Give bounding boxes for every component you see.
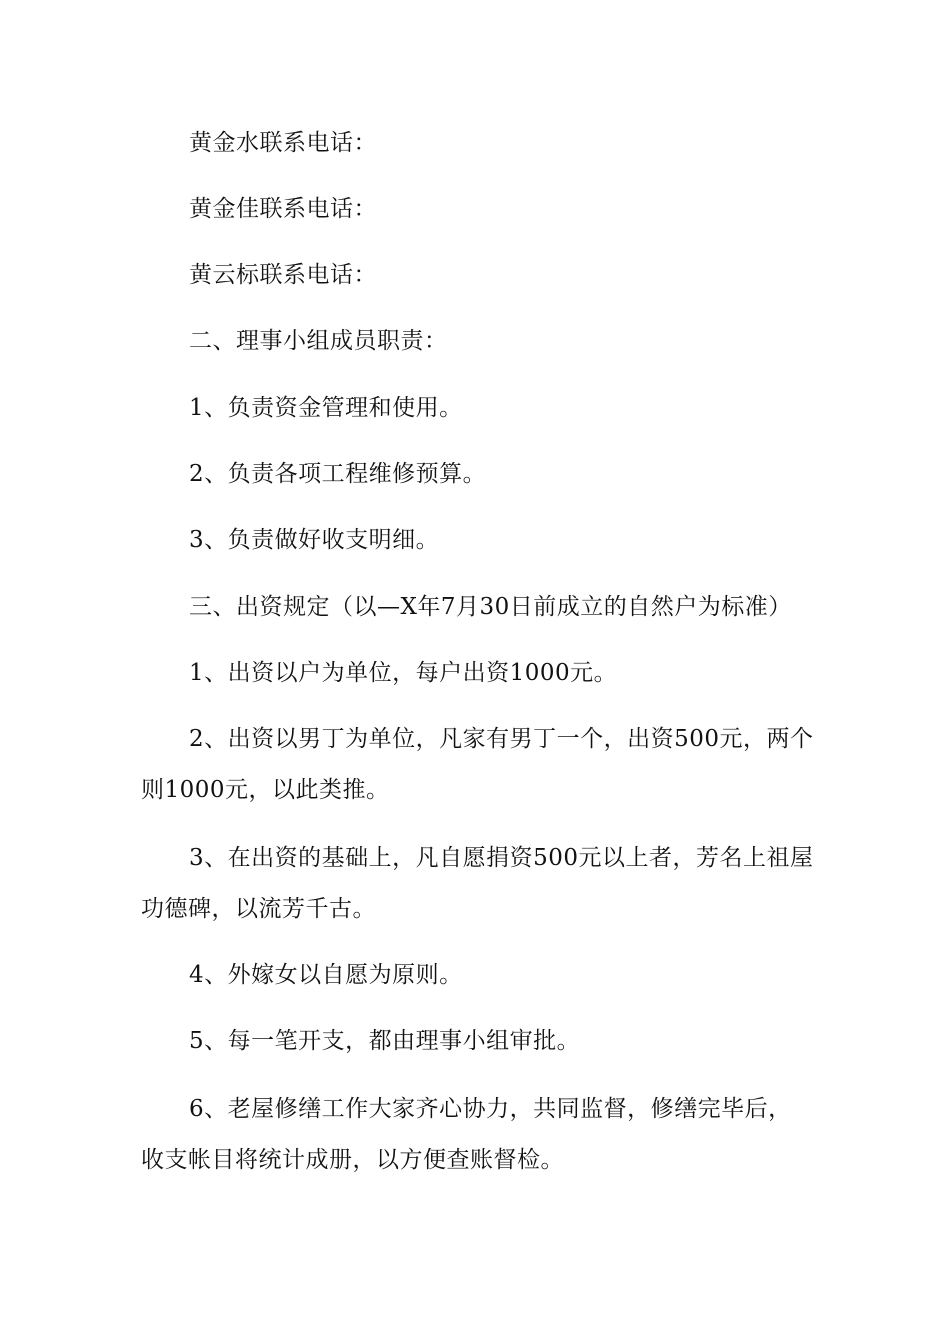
funding-item-3-line-2: 功德碑，以流芳千古。 (141, 896, 376, 922)
funding-item-6-line-1: 6、老屋修缮工作大家齐心协力，共同监督，修缮完毕后， (189, 1096, 792, 1122)
funding-item-6-line-2: 收支帐目将统计成册，以方便查账督检。 (141, 1147, 564, 1173)
funding-item-2-line-1: 2、出资以男丁为单位，凡家有男丁一个，出资500元，两个 (189, 726, 814, 752)
funding-item-2-line-2: 则1000元，以此类推。 (141, 777, 390, 803)
duty-item-1: 1、负责资金管理和使用。 (189, 395, 463, 421)
contact-line-huang-jinjia: 黄金佳联系电话： (189, 196, 377, 222)
section-heading-duties: 二、理事小组成员职责： (189, 328, 448, 354)
contact-line-huang-yunbiao: 黄云标联系电话： (189, 262, 377, 288)
contact-line-huang-jinshui: 黄金水联系电话： (189, 130, 377, 156)
duty-item-2: 2、负责各项工程维修预算。 (189, 461, 487, 487)
duty-item-3: 3、负责做好收支明细。 (189, 527, 440, 553)
funding-item-4: 4、外嫁女以自愿为原则。 (189, 962, 463, 988)
funding-item-5: 5、每一笔开支，都由理事小组审批。 (189, 1028, 581, 1054)
funding-item-1: 1、出资以户为单位，每户出资1000元。 (189, 660, 618, 686)
section-heading-funding: 三、出资规定（以—X年7月30日前成立的自然户为标准） (189, 594, 792, 620)
funding-item-3-line-1: 3、在出资的基础上，凡自愿捐资500元以上者，芳名上祖屋 (189, 845, 814, 871)
